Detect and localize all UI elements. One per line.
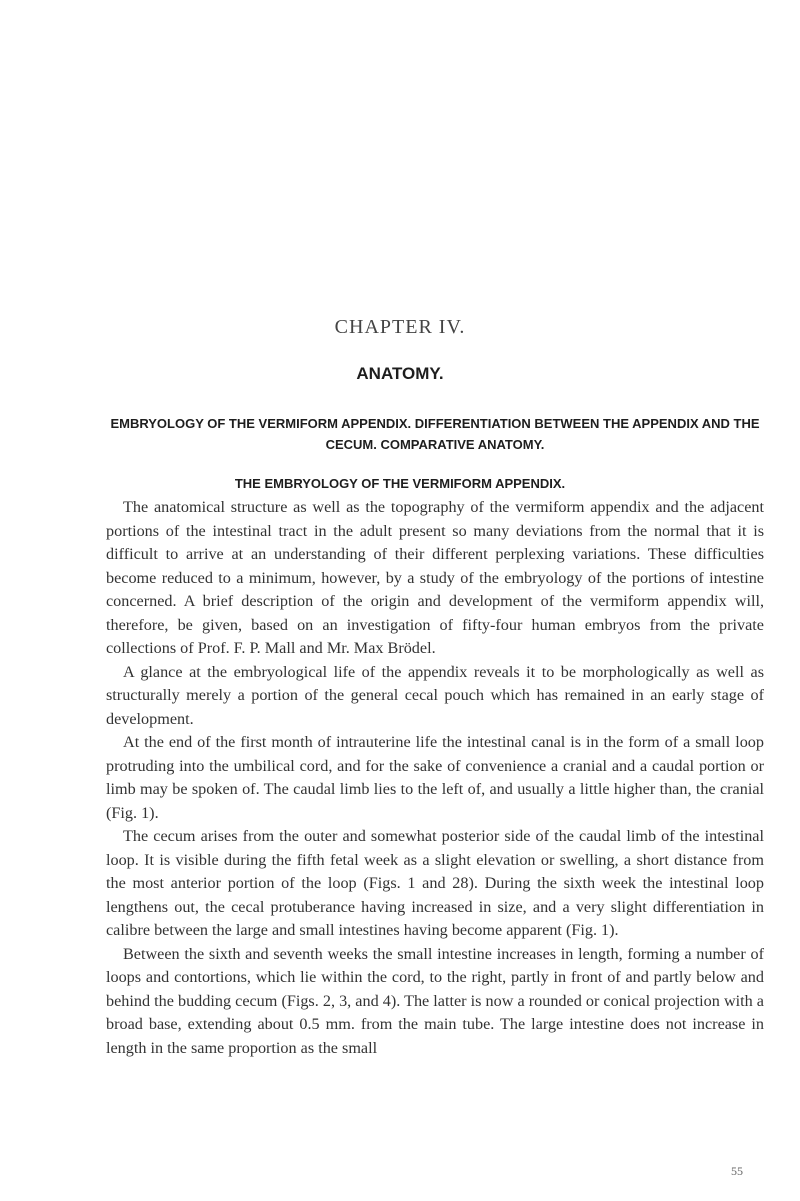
chapter-heading: CHAPTER IV. [334, 316, 466, 338]
page-number: 55 [731, 1164, 743, 1178]
chapter-subtitle: EMBRYOLOGY OF THE VERMIFORM APPENDIX. DIFFERENTIATION BETWEEN THE APPENDIX AND THE CECUM. COMPARATIVE ANATOMY. [110, 416, 760, 452]
paragraph: The cecum arises from the outer and somewhat posterior side of the caudal limb of the intestinal loop. It is visible during the fifth fetal week as a slight elevation or swelling, a short distance from the most anterior portion of the loop (Figs. 1 and 28). During the sixth week the intestinal loop lengthens out, the cecal protuberance having increased in size, and a very slight differentiation in calibre between the large and small intestines having become apparent (Fig. 1). [106, 827, 764, 939]
paragraph: Between the sixth and seventh weeks the small intestine increases in length, forming a number of loops and contortions, which lie within the cord, to the right, partly in front of and partly below and behind the budding cecum (Figs. 2, 3, and 4). The latter is now a rounded or conical projection with a broad base, extending about 0.5 mm. from the main tube. The large intestine does not increase in length in the same proportion as the small [106, 944, 764, 1057]
section-heading: THE EMBRYOLOGY OF THE VERMIFORM APPENDIX. [234, 476, 566, 491]
paragraph: At the end of the first month of intrauterine life the intestinal canal is in the form of a small loop protruding into the umbilical cord, and for the sake of convenience a cranial and a caudal portion or limb may be spoken of. The caudal limb lies to the left of, and usually a little higher than, the cranial (Fig. 1). [106, 733, 764, 822]
paragraph: The anatomical structure as well as the topography of the vermiform appendix and the adjacent portions of the intestinal tract in the adult present so many deviations from the normal that it is difficult to arrive at an understanding of their different perplexing variations. These difficulties become reduced to a minimum, however, by a study of the embryology of the portions of intestine concerned. A brief description of the origin and development of the vermiform appendix will, therefore, be given, based on an investigation of fifty-four human embryos from the private collections of Prof. F. P. Mall and Mr. Max Brödel. [106, 498, 764, 657]
body-text [106, 496, 764, 1060]
page-title: ANATOMY. [356, 364, 444, 383]
paragraph: A glance at the embryological life of the appendix reveals it to be morphologically as well as structurally merely a portion of the general cecal pouch which has remained in an early stage of development. [106, 662, 764, 728]
